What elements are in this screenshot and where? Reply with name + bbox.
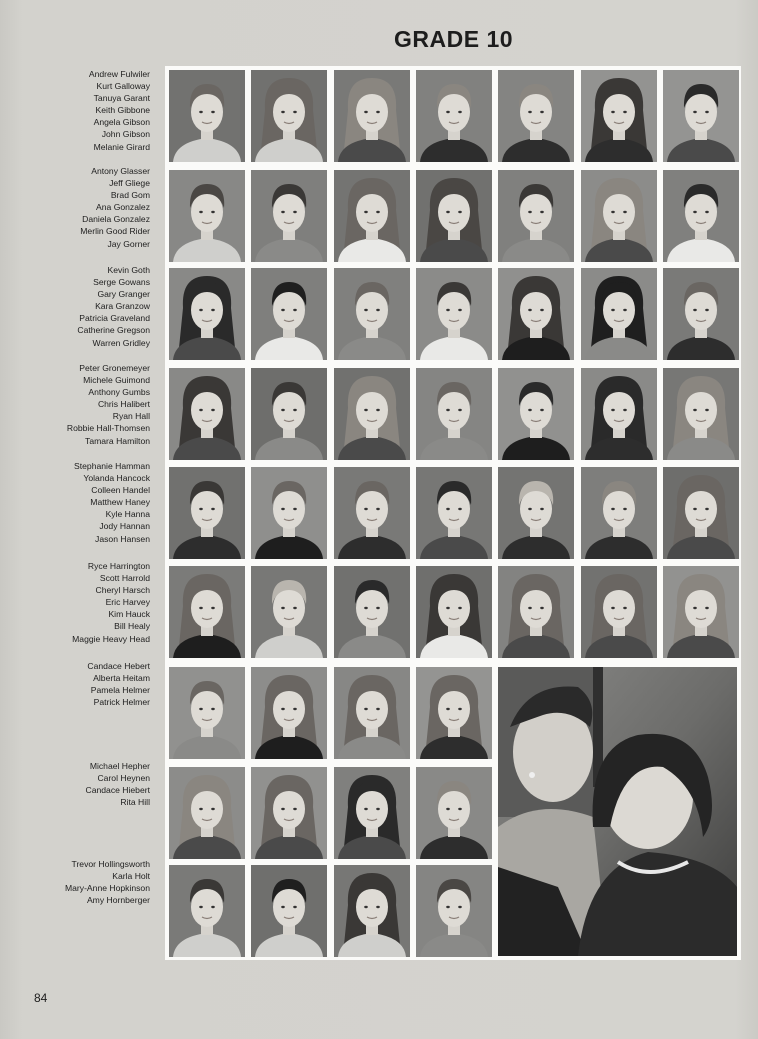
- portrait-image: [581, 467, 657, 559]
- candid-photo-image: [498, 667, 737, 956]
- student-portrait: [498, 566, 574, 658]
- name-group: [40, 165, 150, 250]
- portrait-image: [334, 70, 410, 162]
- portrait-image: [416, 70, 492, 162]
- student-name: Brad Gom: [110, 190, 150, 201]
- student-portrait: [251, 70, 327, 162]
- student-name: Antony Glasser: [91, 166, 150, 176]
- portrait-image: [581, 70, 657, 162]
- portrait-image: [169, 767, 245, 859]
- student-name: Merlin Good Rider: [80, 226, 150, 237]
- portrait-image: [169, 667, 245, 759]
- portrait-image: [663, 268, 739, 360]
- student-name: Colleen Handel: [91, 485, 150, 496]
- student-portrait: [169, 767, 245, 859]
- name-group: [40, 460, 150, 545]
- student-name: Michael Hepher: [89, 761, 150, 771]
- student-portrait: [251, 767, 327, 859]
- student-portrait: [581, 467, 657, 559]
- student-name: Bill Healy: [114, 621, 150, 632]
- student-name: Patricia Graveland: [79, 313, 150, 324]
- student-name: Kyle Hanna: [105, 509, 150, 520]
- student-portrait: [498, 170, 574, 262]
- student-name: Kara Granzow: [95, 301, 150, 312]
- student-portrait: [251, 467, 327, 559]
- student-portrait: [251, 368, 327, 460]
- page-number: 84: [34, 991, 48, 1005]
- student-name: Pamela Helmer: [90, 685, 150, 696]
- student-portrait: [416, 566, 492, 658]
- portrait-image: [169, 70, 245, 162]
- name-group: [40, 660, 150, 708]
- student-portrait: [416, 667, 492, 759]
- student-name: Ryan Hall: [112, 411, 150, 422]
- student-portrait: [416, 368, 492, 460]
- student-portrait: [581, 268, 657, 360]
- student-name: Alberta Heitam: [93, 673, 150, 684]
- portrait-image: [498, 368, 574, 460]
- student-name: Cheryl Harsch: [95, 585, 150, 596]
- student-portrait: [169, 268, 245, 360]
- portrait-image: [251, 865, 327, 957]
- student-portrait: [663, 170, 739, 262]
- student-portrait: [498, 467, 574, 559]
- portrait-image: [169, 170, 245, 262]
- portrait-image: [169, 268, 245, 360]
- portrait-image: [334, 467, 410, 559]
- portrait-image: [251, 467, 327, 559]
- student-portrait: [498, 70, 574, 162]
- student-portrait: [334, 767, 410, 859]
- portrait-image: [663, 70, 739, 162]
- portrait-image: [334, 566, 410, 658]
- portrait-image: [334, 667, 410, 759]
- student-name: Trevor Hollingsworth: [71, 859, 150, 869]
- student-portrait: [334, 70, 410, 162]
- portrait-image: [498, 467, 574, 559]
- portrait-image: [416, 865, 492, 957]
- portrait-image: [581, 268, 657, 360]
- student-name: Jody Hannan: [99, 521, 150, 532]
- portrait-image: [251, 368, 327, 460]
- portrait-image: [498, 170, 574, 262]
- student-portrait: [498, 268, 574, 360]
- portrait-image: [581, 368, 657, 460]
- name-group: [40, 760, 150, 808]
- student-name: Robbie Hall-Thomsen: [66, 423, 150, 434]
- portrait-image: [416, 268, 492, 360]
- student-name: Gary Granger: [97, 289, 150, 300]
- student-name: Catherine Gregson: [77, 325, 150, 336]
- student-name: Andrew Fulwiler: [88, 69, 150, 79]
- student-portrait: [169, 170, 245, 262]
- portrait-image: [334, 170, 410, 262]
- student-portrait: [581, 566, 657, 658]
- student-portrait: [169, 467, 245, 559]
- page-title: GRADE 10: [394, 26, 514, 52]
- portrait-image: [581, 566, 657, 658]
- student-name: Rita Hill: [120, 797, 150, 808]
- portrait-image: [169, 566, 245, 658]
- portrait-image: [581, 170, 657, 262]
- student-portrait: [416, 70, 492, 162]
- portrait-image: [169, 368, 245, 460]
- student-name: Angela Gibson: [93, 117, 150, 128]
- student-portrait: [334, 368, 410, 460]
- student-portrait: [251, 566, 327, 658]
- portrait-image: [498, 70, 574, 162]
- student-portrait: [334, 566, 410, 658]
- student-portrait: [663, 368, 739, 460]
- student-portrait: [663, 566, 739, 658]
- student-portrait: [581, 170, 657, 262]
- student-portrait: [334, 170, 410, 262]
- student-portrait: [169, 368, 245, 460]
- student-portrait: [169, 865, 245, 957]
- student-name: Candace Hebert: [87, 661, 150, 671]
- student-name: Jeff Gliege: [109, 178, 150, 189]
- student-portrait: [416, 865, 492, 957]
- student-portrait: [663, 70, 739, 162]
- student-name: Anthony Gumbs: [88, 387, 150, 398]
- student-portrait: [251, 667, 327, 759]
- student-name: Ana Gonzalez: [96, 202, 150, 213]
- student-name: Chris Halibert: [97, 399, 150, 410]
- student-portrait: [334, 667, 410, 759]
- portrait-image: [663, 566, 739, 658]
- portrait-image: [334, 368, 410, 460]
- student-name: Yolanda Hancock: [83, 473, 150, 484]
- student-name: Michele Guimond: [83, 375, 150, 386]
- student-portrait: [581, 70, 657, 162]
- student-name: Warren Gridley: [92, 337, 150, 348]
- portrait-image: [251, 170, 327, 262]
- portrait-image: [169, 865, 245, 957]
- portrait-image: [663, 368, 739, 460]
- student-name: Tamara Hamilton: [85, 435, 150, 446]
- student-name: Jason Hansen: [95, 533, 150, 544]
- student-portrait: [498, 368, 574, 460]
- student-portrait: [663, 467, 739, 559]
- portrait-image: [498, 566, 574, 658]
- portrait-image: [663, 170, 739, 262]
- student-portrait: [334, 268, 410, 360]
- name-group: [40, 362, 150, 447]
- portrait-image: [251, 667, 327, 759]
- student-portrait: [416, 767, 492, 859]
- candid-photo: [498, 667, 737, 956]
- name-group: [40, 68, 150, 153]
- student-name: Kim Hauck: [108, 609, 150, 620]
- portrait-image: [334, 767, 410, 859]
- student-portrait: [334, 865, 410, 957]
- portrait-image: [251, 70, 327, 162]
- name-group: [40, 560, 150, 645]
- portrait-image: [416, 566, 492, 658]
- portrait-image: [251, 268, 327, 360]
- student-name: Keith Gibbone: [95, 105, 150, 116]
- name-group: [40, 264, 150, 349]
- student-name: Kevin Goth: [107, 265, 150, 275]
- portrait-image: [498, 268, 574, 360]
- student-portrait: [169, 70, 245, 162]
- student-portrait: [169, 667, 245, 759]
- portrait-image: [416, 667, 492, 759]
- portrait-image: [416, 170, 492, 262]
- student-name: Daniela Gonzalez: [82, 214, 150, 225]
- student-portrait: [251, 865, 327, 957]
- student-name: Scott Harrold: [99, 573, 150, 584]
- student-name: Carol Heynen: [97, 773, 150, 784]
- portrait-image: [169, 467, 245, 559]
- student-name: Tanuya Garant: [93, 93, 150, 104]
- student-name: Patrick Helmer: [93, 697, 150, 708]
- student-name: Kurt Galloway: [96, 81, 150, 92]
- student-name: Matthew Haney: [90, 497, 150, 508]
- student-portrait: [416, 268, 492, 360]
- student-name: Stephanie Hamman: [74, 461, 150, 471]
- portrait-image: [334, 268, 410, 360]
- student-name: Karla Holt: [112, 871, 150, 882]
- student-portrait: [251, 268, 327, 360]
- student-name: Eric Harvey: [105, 597, 150, 608]
- student-name: Jay Gorner: [107, 238, 150, 249]
- student-name: Candace Hiebert: [85, 785, 150, 796]
- student-portrait: [169, 566, 245, 658]
- portrait-image: [334, 865, 410, 957]
- student-name: Maggie Heavy Head: [72, 633, 150, 644]
- portrait-image: [663, 467, 739, 559]
- portrait-image: [416, 467, 492, 559]
- student-name: Ryce Harrington: [87, 561, 150, 571]
- portrait-image: [416, 368, 492, 460]
- name-group: [40, 858, 150, 906]
- student-portrait: [334, 467, 410, 559]
- student-portrait: [581, 368, 657, 460]
- portrait-image: [416, 767, 492, 859]
- portrait-image: [251, 767, 327, 859]
- student-name: Peter Gronemeyer: [79, 363, 150, 373]
- student-name: Serge Gowans: [93, 277, 150, 288]
- student-portrait: [251, 170, 327, 262]
- student-portrait: [416, 467, 492, 559]
- student-name: Mary-Anne Hopkinson: [64, 883, 150, 894]
- portrait-image: [251, 566, 327, 658]
- student-name: John Gibson: [101, 129, 150, 140]
- student-portrait: [663, 268, 739, 360]
- student-portrait: [416, 170, 492, 262]
- student-name: Melanie Girard: [93, 141, 150, 152]
- student-name: Amy Hornberger: [86, 895, 150, 906]
